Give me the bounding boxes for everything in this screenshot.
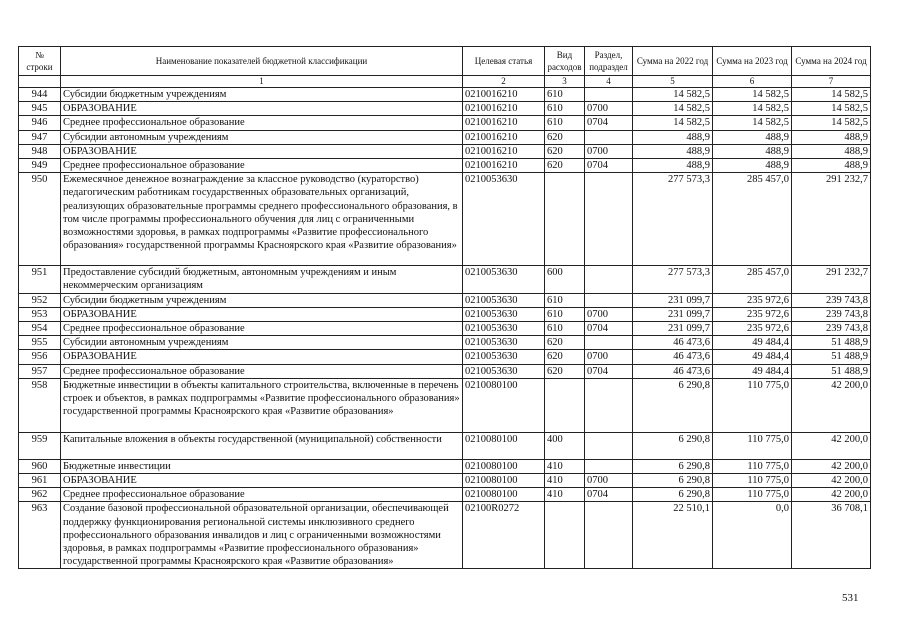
sum-2024-cell: 239 743,8	[792, 307, 871, 321]
sum-2024-cell: 42 200,0	[792, 474, 871, 488]
target-article-cell: 0210080100	[463, 432, 545, 459]
row-number-cell: 950	[19, 173, 61, 266]
sum-2023-cell: 49 484,4	[713, 336, 792, 350]
sum-2023-cell: 49 484,4	[713, 350, 792, 364]
expense-type-cell: 610	[545, 322, 585, 336]
section-cell: 0704	[585, 116, 633, 130]
expense-type-cell: 610	[545, 116, 585, 130]
table-row	[19, 459, 871, 473]
expense-type-cell: 620	[545, 364, 585, 378]
expense-type-cell	[545, 173, 585, 266]
section-cell	[585, 378, 633, 432]
expense-type-cell: 610	[545, 102, 585, 116]
sum-2022-cell: 14 582,5	[633, 116, 713, 130]
row-number-cell: 952	[19, 293, 61, 307]
sum-2024-cell: 291 232,7	[792, 173, 871, 266]
sum-2024-cell: 239 743,8	[792, 293, 871, 307]
sum-2024-cell: 42 200,0	[792, 432, 871, 459]
target-article-cell: 0210053630	[463, 293, 545, 307]
sum-2022-cell: 488,9	[633, 144, 713, 158]
indicator-name-cell: Среднее профессиональное образование	[61, 364, 463, 378]
table-row	[19, 488, 871, 502]
indicator-name-cell: Ежемесячное денежное вознаграждение за классное руководство (кураторство) педагогическим работникам государственных образовательных организаций, реализующих образовательные программы среднего профессионального образования, в том числе программы профессионального обучения для лиц с ограниченными возможностями здоровья, в рамках подпрограммы «Развитие профессионального образования» государственной программы Красноярского края «Развитие образования»	[61, 173, 463, 266]
indicator-name-cell: ОБРАЗОВАНИЕ	[61, 350, 463, 364]
sum-2022-cell: 277 573,3	[633, 266, 713, 293]
target-article-cell: 0210016210	[463, 144, 545, 158]
indicator-name-cell: Субсидии автономным учреждениям	[61, 336, 463, 350]
sum-2024-cell: 42 200,0	[792, 488, 871, 502]
table-row	[19, 350, 871, 364]
target-article-cell: 0210080100	[463, 378, 545, 432]
header-target-article: Целевая статья	[463, 47, 545, 76]
target-article-cell: 0210053630	[463, 364, 545, 378]
header-sum-2024: Сумма на 2024 год	[792, 47, 871, 76]
sum-2023-cell: 488,9	[713, 130, 792, 144]
sum-2023-cell: 110 775,0	[713, 474, 792, 488]
indicator-name-cell: Создание базовой профессиональной образовательной организации, обеспечивающей поддержку функционирования региональной системы инклюзивного среднего профессионального образования инвалидов и лиц с ограниченными возможностями здоровья, в рамках подпрограммы «Развитие профессионального образования» государственной программы Красноярского края «Развитие образования»	[61, 502, 463, 569]
table-row	[19, 307, 871, 321]
section-cell	[585, 130, 633, 144]
indicator-name-cell: ОБРАЗОВАНИЕ	[61, 144, 463, 158]
sum-2023-cell: 14 582,5	[713, 116, 792, 130]
row-number-cell: 956	[19, 350, 61, 364]
table-row	[19, 88, 871, 102]
table-row	[19, 432, 871, 459]
section-cell	[585, 266, 633, 293]
column-number-6: 6	[713, 76, 792, 88]
section-cell: 0700	[585, 102, 633, 116]
sum-2023-cell: 110 775,0	[713, 488, 792, 502]
column-number-row	[19, 76, 871, 88]
indicator-name-cell: Субсидии автономным учреждениям	[61, 130, 463, 144]
expense-type-cell: 410	[545, 474, 585, 488]
row-number-cell: 946	[19, 116, 61, 130]
section-cell: 0704	[585, 364, 633, 378]
column-number-3: 3	[545, 76, 585, 88]
sum-2024-cell: 488,9	[792, 144, 871, 158]
sum-2022-cell: 231 099,7	[633, 293, 713, 307]
expense-type-cell	[545, 378, 585, 432]
header-section: Раздел, подраздел	[585, 47, 633, 76]
section-cell	[585, 432, 633, 459]
row-number-cell: 959	[19, 432, 61, 459]
table-row	[19, 144, 871, 158]
sum-2022-cell: 488,9	[633, 159, 713, 173]
indicator-name-cell: ОБРАЗОВАНИЕ	[61, 102, 463, 116]
expense-type-cell: 610	[545, 293, 585, 307]
row-number-cell: 958	[19, 378, 61, 432]
section-cell	[585, 88, 633, 102]
section-cell: 0700	[585, 474, 633, 488]
sum-2023-cell: 110 775,0	[713, 378, 792, 432]
table-row	[19, 159, 871, 173]
target-article-cell: 0210080100	[463, 459, 545, 473]
page-number: 531	[842, 592, 859, 604]
header-expense-type: Вид расходов	[545, 47, 585, 76]
target-article-cell: 0210053630	[463, 350, 545, 364]
row-number-cell: 963	[19, 502, 61, 569]
sum-2023-cell: 235 972,6	[713, 293, 792, 307]
sum-2022-cell: 6 290,8	[633, 459, 713, 473]
sum-2024-cell: 14 582,5	[792, 116, 871, 130]
section-cell	[585, 502, 633, 569]
expense-type-cell: 620	[545, 130, 585, 144]
budget-table	[18, 46, 871, 569]
sum-2022-cell: 6 290,8	[633, 432, 713, 459]
row-number-cell: 954	[19, 322, 61, 336]
indicator-name-cell: Субсидии бюджетным учреждениям	[61, 88, 463, 102]
sum-2024-cell: 51 488,9	[792, 336, 871, 350]
sum-2023-cell: 235 972,6	[713, 322, 792, 336]
target-article-cell: 0210016210	[463, 102, 545, 116]
target-article-cell: 0210053630	[463, 307, 545, 321]
table-row	[19, 364, 871, 378]
sum-2024-cell: 51 488,9	[792, 364, 871, 378]
sum-2024-cell: 239 743,8	[792, 322, 871, 336]
expense-type-cell: 620	[545, 144, 585, 158]
sum-2023-cell: 14 582,5	[713, 88, 792, 102]
sum-2023-cell: 110 775,0	[713, 432, 792, 459]
row-number-cell: 944	[19, 88, 61, 102]
expense-type-cell: 400	[545, 432, 585, 459]
sum-2023-cell: 488,9	[713, 159, 792, 173]
sum-2022-cell: 46 473,6	[633, 364, 713, 378]
sum-2022-cell: 46 473,6	[633, 350, 713, 364]
table-row	[19, 266, 871, 293]
sum-2022-cell: 277 573,3	[633, 173, 713, 266]
indicator-name-cell: Бюджетные инвестиции	[61, 459, 463, 473]
sum-2022-cell: 14 582,5	[633, 102, 713, 116]
sum-2023-cell: 235 972,6	[713, 307, 792, 321]
sum-2022-cell: 231 099,7	[633, 322, 713, 336]
target-article-cell: 0210016210	[463, 159, 545, 173]
expense-type-cell	[545, 502, 585, 569]
expense-type-cell: 620	[545, 336, 585, 350]
sum-2023-cell: 488,9	[713, 144, 792, 158]
expense-type-cell: 410	[545, 459, 585, 473]
sum-2023-cell: 285 457,0	[713, 173, 792, 266]
row-number-cell: 962	[19, 488, 61, 502]
row-number-cell: 953	[19, 307, 61, 321]
expense-type-cell: 410	[545, 488, 585, 502]
column-number-4: 4	[585, 76, 633, 88]
row-number-cell: 955	[19, 336, 61, 350]
target-article-cell: 02100R0272	[463, 502, 545, 569]
section-cell	[585, 336, 633, 350]
sum-2024-cell: 488,9	[792, 130, 871, 144]
target-article-cell: 0210053630	[463, 266, 545, 293]
sum-2024-cell: 42 200,0	[792, 378, 871, 432]
section-cell: 0704	[585, 159, 633, 173]
row-number-cell: 957	[19, 364, 61, 378]
target-article-cell: 0210016210	[463, 130, 545, 144]
sum-2024-cell: 42 200,0	[792, 459, 871, 473]
sum-2024-cell: 51 488,9	[792, 350, 871, 364]
table-row	[19, 336, 871, 350]
column-number-2: 2	[463, 76, 545, 88]
target-article-cell: 0210053630	[463, 173, 545, 266]
sum-2022-cell: 22 510,1	[633, 502, 713, 569]
expense-type-cell: 610	[545, 88, 585, 102]
table-body	[19, 88, 871, 569]
sum-2024-cell: 36 708,1	[792, 502, 871, 569]
sum-2022-cell: 14 582,5	[633, 88, 713, 102]
header-sum-2023: Сумма на 2023 год	[713, 47, 792, 76]
section-cell: 0700	[585, 350, 633, 364]
header-sum-2022: Сумма на 2022 год	[633, 47, 713, 76]
sum-2024-cell: 291 232,7	[792, 266, 871, 293]
table-row	[19, 293, 871, 307]
sum-2022-cell: 6 290,8	[633, 474, 713, 488]
section-cell	[585, 173, 633, 266]
target-article-cell: 0210016210	[463, 116, 545, 130]
target-article-cell: 0210053630	[463, 322, 545, 336]
indicator-name-cell: ОБРАЗОВАНИЕ	[61, 474, 463, 488]
sum-2023-cell: 0,0	[713, 502, 792, 569]
section-cell: 0700	[585, 307, 633, 321]
expense-type-cell: 600	[545, 266, 585, 293]
indicator-name-cell: Среднее профессиональное образование	[61, 159, 463, 173]
column-number-5: 5	[633, 76, 713, 88]
table-row	[19, 378, 871, 432]
indicator-name-cell: Среднее профессиональное образование	[61, 488, 463, 502]
row-number-cell: 947	[19, 130, 61, 144]
document-page	[18, 46, 871, 569]
column-number-1: 1	[61, 76, 463, 88]
section-cell: 0700	[585, 144, 633, 158]
sum-2023-cell: 14 582,5	[713, 102, 792, 116]
target-article-cell: 0210080100	[463, 488, 545, 502]
header-indicator-name: Наименование показателей бюджетной классификации	[61, 47, 463, 76]
header-row-number: № строки	[19, 47, 61, 76]
indicator-name-cell: ОБРАЗОВАНИЕ	[61, 307, 463, 321]
indicator-name-cell: Предоставление субсидий бюджетным, автономным учреждениям и иным некоммерческим организациям	[61, 266, 463, 293]
indicator-name-cell: Среднее профессиональное образование	[61, 116, 463, 130]
table-row	[19, 474, 871, 488]
row-number-cell: 949	[19, 159, 61, 173]
table-row	[19, 173, 871, 266]
row-number-cell: 945	[19, 102, 61, 116]
row-number-cell: 948	[19, 144, 61, 158]
sum-2022-cell: 231 099,7	[633, 307, 713, 321]
target-article-cell: 0210080100	[463, 474, 545, 488]
sum-2023-cell: 49 484,4	[713, 364, 792, 378]
sum-2024-cell: 488,9	[792, 159, 871, 173]
sum-2023-cell: 285 457,0	[713, 266, 792, 293]
table-header-row	[19, 47, 871, 76]
indicator-name-cell: Среднее профессиональное образование	[61, 322, 463, 336]
row-number-cell: 960	[19, 459, 61, 473]
expense-type-cell: 620	[545, 350, 585, 364]
indicator-name-cell: Капитальные вложения в объекты государственной (муниципальной) собственности	[61, 432, 463, 459]
expense-type-cell: 610	[545, 307, 585, 321]
sum-2022-cell: 6 290,8	[633, 488, 713, 502]
indicator-name-cell: Субсидии бюджетным учреждениям	[61, 293, 463, 307]
sum-2022-cell: 6 290,8	[633, 378, 713, 432]
indicator-name-cell: Бюджетные инвестиции в объекты капитального строительства, включенные в перечень строек и объектов, в рамках подпрограммы «Развитие профессионального образования» государственной программы Красноярского края «Развитие образования»	[61, 378, 463, 432]
section-cell: 0704	[585, 488, 633, 502]
sum-2022-cell: 488,9	[633, 130, 713, 144]
table-row	[19, 116, 871, 130]
column-number-7: 7	[792, 76, 871, 88]
expense-type-cell: 620	[545, 159, 585, 173]
row-number-cell: 951	[19, 266, 61, 293]
table-row	[19, 102, 871, 116]
section-cell: 0704	[585, 322, 633, 336]
column-number-1	[19, 76, 61, 88]
table-row	[19, 322, 871, 336]
target-article-cell: 0210053630	[463, 336, 545, 350]
target-article-cell: 0210016210	[463, 88, 545, 102]
sum-2023-cell: 110 775,0	[713, 459, 792, 473]
sum-2022-cell: 46 473,6	[633, 336, 713, 350]
sum-2024-cell: 14 582,5	[792, 102, 871, 116]
sum-2024-cell: 14 582,5	[792, 88, 871, 102]
row-number-cell: 961	[19, 474, 61, 488]
table-row	[19, 130, 871, 144]
section-cell	[585, 293, 633, 307]
section-cell	[585, 459, 633, 473]
table-row	[19, 502, 871, 569]
